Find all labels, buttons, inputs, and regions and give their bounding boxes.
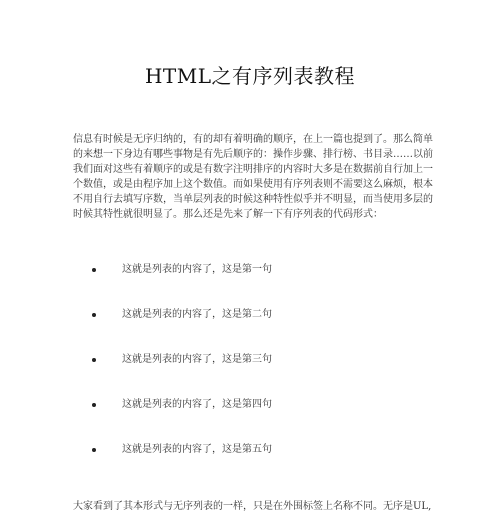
- bullet-icon: [92, 448, 96, 452]
- bullet-icon: [92, 313, 96, 317]
- list-item: [92, 353, 432, 398]
- bullet-list: [92, 263, 432, 488]
- list-item-text: 这就是列表的内容了，这是第三句: [122, 354, 272, 365]
- list-item-text: 这就是列表的内容了，这是第一句: [122, 264, 272, 275]
- intro-paragraph: 信息有时候是无序归纳的，有的却有着明确的顺序，在上一篇也提到了。那么简单的来想一下身边有哪些事物是有先后顺序的：操作步骤、排行榜、书目录……以前我们面对这些有着顺序的或是有数字注明排序的内容时大多是在数据前自行加上一个数值，或是由程序加上这个数值。而如果使用有序列表则不需要这么麻烦，根本不用自行去填写序数，当单层列表的时候这种特性似乎并不明显，而当使用多层的时候其特性就很明显了。那么还是先来了解一下有序列表的代码形式：: [73, 134, 433, 220]
- list-item-text: 这就是列表的内容了，这是第四句: [122, 399, 272, 410]
- outro-paragraph: 大家看到了其本形式与无序列表的一样，只是在外围标签上名称不同。无序是UL,: [73, 501, 432, 512]
- list-item: [92, 263, 432, 308]
- list-item: [92, 398, 432, 443]
- list-item-text: 这就是列表的内容了，这是第五句: [122, 444, 272, 455]
- list-item: [92, 443, 432, 488]
- bullet-icon: [92, 358, 96, 362]
- list-item-text: 这就是列表的内容了，这是第二句: [122, 309, 272, 320]
- bullet-icon: [92, 403, 96, 407]
- list-item: [92, 308, 432, 353]
- document-title: HTML之有序列表教程: [144, 64, 356, 88]
- bullet-icon: [92, 268, 96, 272]
